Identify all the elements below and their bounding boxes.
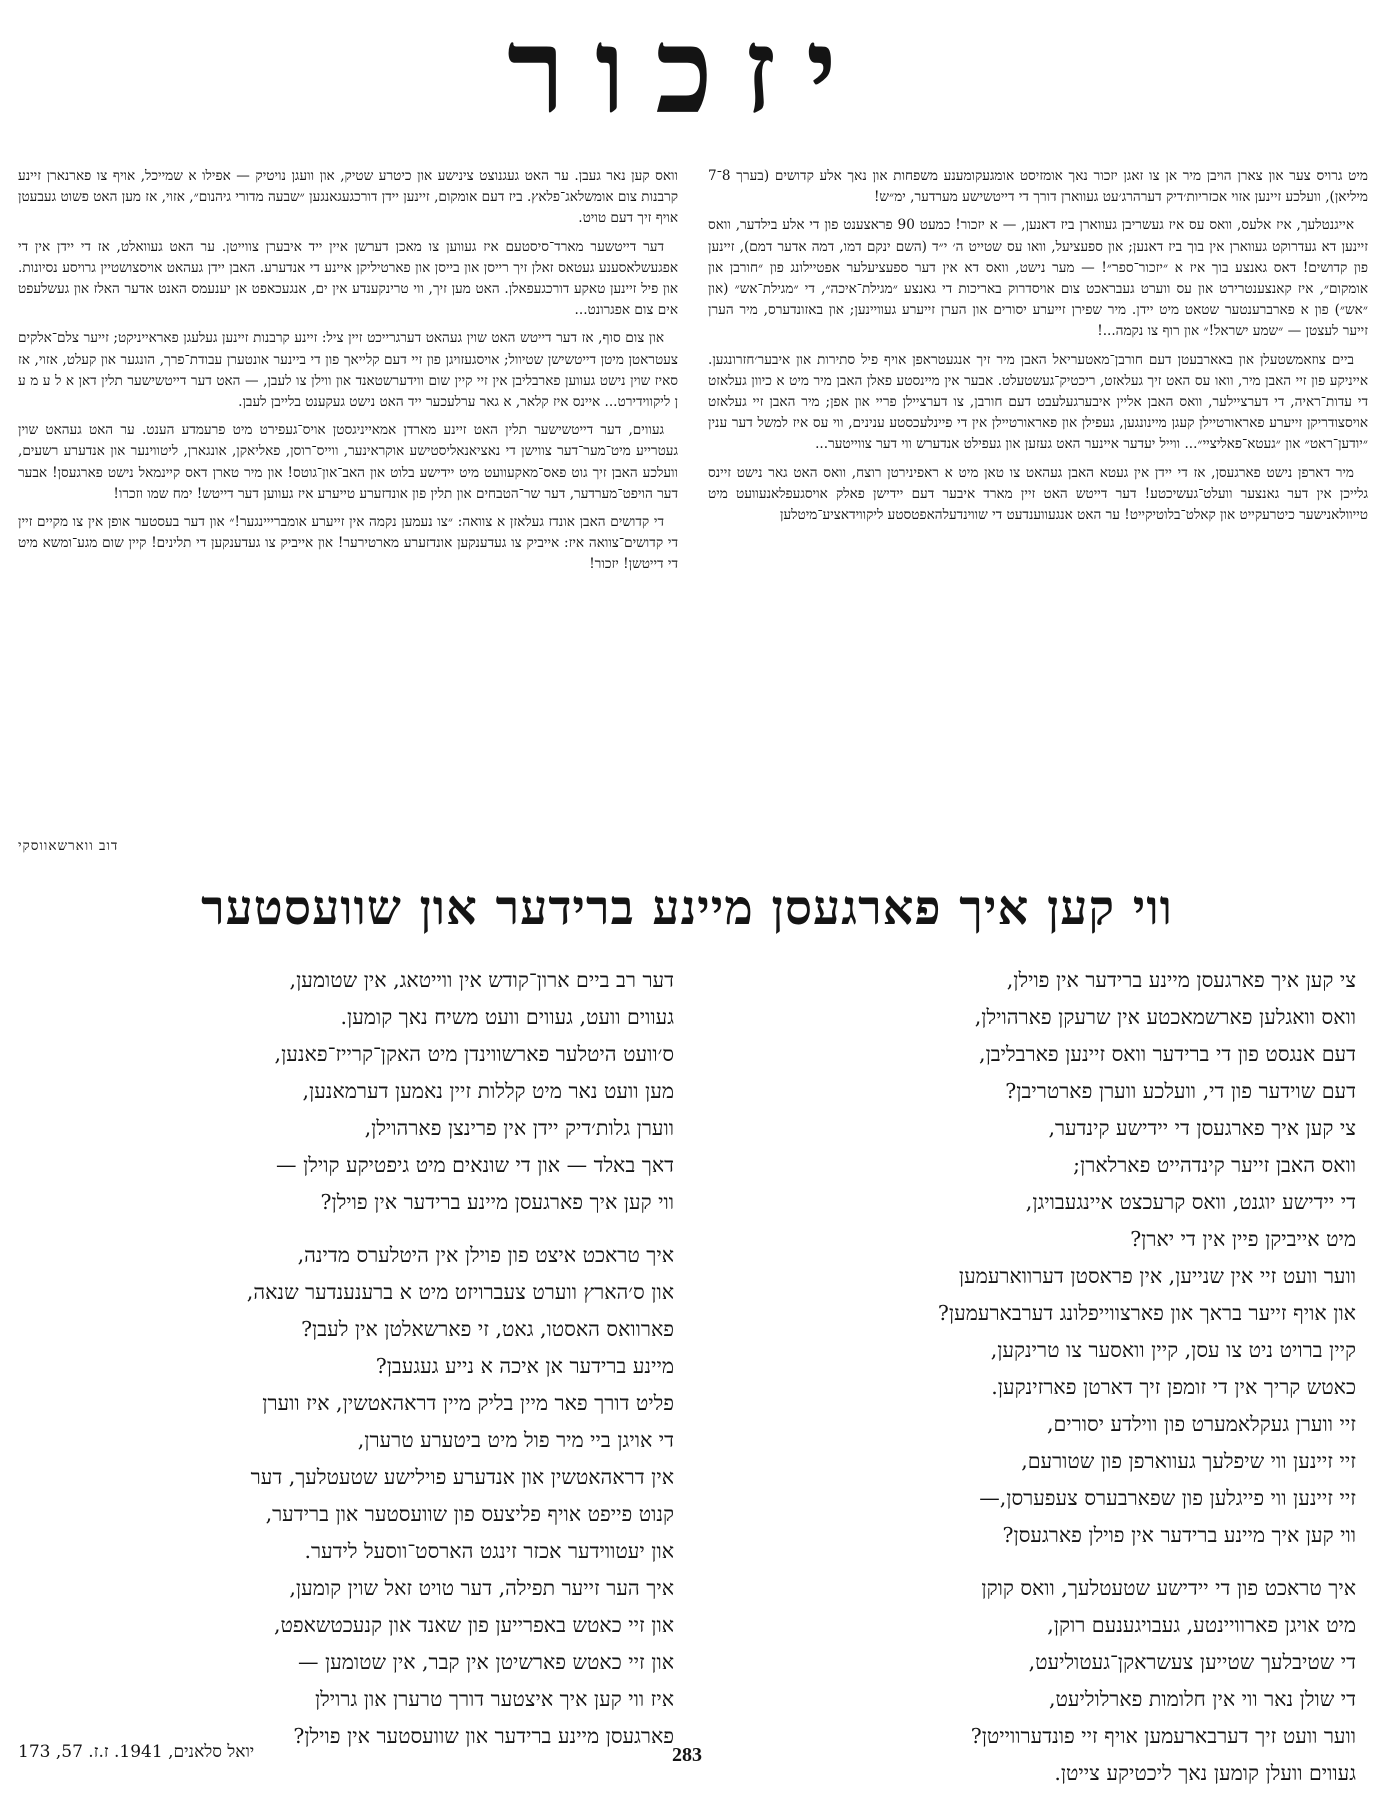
poem-line: איך טראכט פון די יידישע שטעטלעך, וואס קוקן (981, 1576, 1356, 1600)
poem-line: צי קען איך פארגעסן די יידישע קינדער, (1048, 1116, 1356, 1140)
poem-line: די יידישע יוגנט, וואס קרעכצט איינגעבויגן, (1025, 1190, 1356, 1214)
poem-line: ווי קען איך מיינע ברידער אין פוילן פארגעסן? (1002, 1523, 1356, 1547)
poem-line: פארגעסן מיינע ברידער און שוועסטער אין פוילן? (293, 1724, 674, 1748)
poem-line: איך טראכט איצט פון פוילן אין היטלערס מדינה, (297, 1243, 674, 1267)
poem-line: מיט אויגן פארוויינטע, געבויגענעם רוקן, (1047, 1613, 1356, 1637)
article-paragraph: געווים, דער דייטשישער תלין האט זיינע מארדן אמאייניגסטן אויס־געפירט מיט פרעמדע הענט. ער האט געהאט שוין געטרייע מיט־מער־דער צווישן די נאציאנאליסטישע אוקראינער, ווייס־רוסן, פאליאקן, אונגארן, ליטווינער און אנדערע רשעים, וועלכע האבן זיך גוט פאס־מאקעוועט מיט יידישע בלוט און האב־און־גוטס! און מיר טארן דאס קיינמאל נישט פארגעסן! אבער דער הויפט־מערדער, דער שר־הטבחים און תלין פון אונדזערע טייערע איז געווען דער דייטש! ימח שמו וזכרו! (18, 422, 678, 502)
poem-right-column (716, 962, 1356, 1808)
poem-line: פליט דורך פאר מיין בליק מיין דראהאטשין, איז ווערן (262, 1391, 674, 1415)
poem-line: און ס׳הארץ ווערט צעברויזט מיט א ברענענדער שנאה, (246, 1280, 674, 1304)
poem-line: אין דראהאטשין און אנדערע פוילישע שטעטלעך, דער (250, 1465, 674, 1489)
article-right-column (708, 166, 1368, 526)
poem-line: איך הער זייער תפילה, דער טויט זאל שוין קומען, (289, 1576, 674, 1600)
poem-line: ווערן גלות׳דיק יידן אין פרינצן פארהוילן, (364, 1116, 674, 1140)
poem-line: דער רב ביים ארון־קודש אין ווייטאג, אין שטומען, (289, 968, 674, 992)
poem-line: דעם אנגסט פון די ברידער וואס זיינען פארבליבן, (979, 1042, 1356, 1066)
poem-line: פארוואס האסטו, גאט, זי פארשאלטן אין לעבן? (301, 1317, 674, 1341)
poem-stanza (12, 1237, 674, 1755)
poem-line: די אויגן ביי מיר פול מיט ביטערע טרערן, (357, 1428, 674, 1452)
poem-line: געווים וועט, געווים וועט משיח נאך קומען. (340, 1005, 674, 1029)
poem-stanza (716, 962, 1356, 1554)
poem-line: דאך באלד — און די שונאים מיט גיפטיקע קוילן — (276, 1153, 674, 1177)
article-left-column (18, 166, 678, 576)
poem-credit: יואל סלאנים, 1941. ז.ז. 57, 173 (18, 1742, 255, 1762)
poem-line: מיינע ברידער אן איכה א נייע געגעבן? (375, 1354, 674, 1378)
article-paragraph: אייגנטלעך, איז אלעס, וואס עס איז געשריבן געווארן ביז דאנען, — א יזכור! כמעט 90 פראצענט פון די אלע בילדער, וואס זיינען דא געדרוקט געווארן אין בוך ביז דאנען; און ספעציעל, וואו עס שטייט ה׳ י״ד (השם ינקם דמו, דמה אדער דמם), זיינען פון קדושים! דאס גאנצע בוך איז א ״יזכור־ספר״! — מער נישט, וואס דא אין דער ספעציעלער אפטיילונג פון ״חורבן און אומקום״, איז קאנצענטרירט און עס ווערט געבראכט צום אויסדרוק באריכות די גאנצע ״מגילת־איכה״, די ״מגילת־אש״ (און ״אש״) פון א פארברענטער שטאט מיט יידן. מיר שפירן זייערע יסורים און הערן זייערע געוויינען; און באזונדערס, מיר הערן זייער לעצטן — ״שמע ישראל!״ און רוף צו נקמה...! (708, 217, 1369, 340)
poem-line: זיי זיינען ווי פייגלען פון שפארבערס צעפערסן,— (979, 1486, 1356, 1510)
poem-line: צי קען איך פארגעסן מיינע ברידער אין פוילן, (1006, 968, 1356, 992)
article-paragraph: וואס קען נאר געבן. ער האט געגנוצט צינישע און כיטרע שטיק, און וועגן נויטיק — אפילו א שמייכל, אויף צו פארנארן זיינע קרבנות צום אומשלאג־פלאץ. ביז דעם אומקום, זיינען יידן דורכגעגאנגען ״שבעה מדורי גיהנום״, אזוי, אז מען האט פשוט געבעטן אויף זיך דעם טויט. (18, 168, 678, 227)
article-paragraph: מיט גרויס צער און צארן הויבן מיר אן צו זאגן יזכור נאך אומזיסט אומגעקומענע משפחות און נאך אלע קדושים (בערך 8־7 מיליאן), וועלכע זיינען אזוי אכזריות׳דיק דערהרג׳עט געווארן דורך די דייטשישע מערדער, ימ״ש! (708, 168, 1368, 206)
poem-line: די שטיבלעך שטייען צעשראקן־געטוליעט, (1028, 1650, 1356, 1674)
poem-line: ווי קען איך פארגעסן מיינע ברידער אין פוילן? (320, 1190, 674, 1214)
poem-line: און זיי כאטש פארשיטן אין קבר, אין שטומען — (297, 1650, 674, 1674)
poem-line: מען וועט נאר מיט קללות זיין נאמען דערמאנען, (302, 1079, 674, 1103)
poem-title: ווי קען איך פארגעסן מיינע ברידער און שוועסטער (201, 880, 1173, 936)
poem-line: וואס האבן זייער קינדהייט פארלארן; (1073, 1153, 1356, 1177)
poem-line: און אויף זייער בראך און פארצווייפלונג דערבארעמען? (937, 1301, 1356, 1325)
page-title: יזכור (507, 1, 867, 140)
poem-line: דעם שוידער פון די, וועלכע ווערן פארטריבן? (1005, 1079, 1356, 1103)
poem-line: קיין ברויט ניט צו עסן, קיין וואסער צו טרינקען, (990, 1338, 1356, 1362)
article-paragraph: דער דייטשער מארד־סיסטעם איז געווען צו מאכן דערשן איין ייד איבערן צווייטן. ער האט געוואלט, אז די יידן אין די אפגעשלאסענע געטאס זאלן זיך רייסן און בייסן און פארטיליקן איינע די אנדערע. האבן יידן געהאט אויסצושטיין גרויסע נסיונות. און פיל זיינען טאקע דורכגעפאלן. האט מען זיך, ווי טרינקענדע אין ים, אנגעכאפט אן יענעמס האנט אדער האלז און געשלעפט אים צום אפגרונט... (18, 238, 678, 319)
poem-line: כאטש קריך אין די זומפן זיך דארטן פארזינקען. (991, 1375, 1356, 1399)
poem-line: ווער וועט זיי אין שנייען, אין פראסטן דערווארעמען (958, 1264, 1356, 1288)
article-paragraph: און צום סוף, אז דער דייטש האט שוין געהאט דערגרייכט זיין ציל: זיינע קרבנות זיינען געלעגן פאראייניקט; זייער צלם־אלקים צעטראטן מיטן דייטשישן שטיוול; אויסגעזויגן פון זיי דעם קלייאך פון די ביינער אונטערן עבודת־פרך, הונגער און קעלט, אזוי, אז סאיז שוין נישט געווען פארבליבן אין זיי קיין שום ווידערשטאנד און ווילן צו לעבן, — האט דער דייטשישער תלין דאן א ל ע מ ע ן ליקווידירט... איינס איז קלאר, א גאר ערלעכער ייד האט נישט געקענט בלייבן לעבן. (18, 330, 678, 411)
article-paragraph: מיר דארפן נישט פארגעסן, אז די יידן אין געטא האבן געהאט צו טאן מיט א ראפינירטן רוצח, וואס האט גאר נישט זיינס גלייכן אין דער גאנצער וועלט־געשיכטע! דער דייטש האט זיין מארד איבער דעם יידישן פאלק אויסגעפלאנעוועט מיט טייוולאנישער כיטרעקייט און קאלט־בלוטיקייט! ער האט אנגעווענדעט די שווינדעלהאפטסטע ליקווידאציע־מיטלען (708, 464, 1368, 524)
poem-stanza (12, 962, 674, 1221)
poem-line: געווים וועלן קומען נאך ליכטיקע צייטן. (1054, 1761, 1356, 1785)
poem-line: וואס וואגלען פארשמאכטע אין שרעקן פארהוילן, (974, 1005, 1356, 1029)
poem-line: ווער וועט זיך דערבארעמען אויף זיי פונדערווייטן? (970, 1724, 1356, 1748)
article-signature: דוב ווארשאווסקי (18, 838, 119, 854)
article-paragraph: ביים צוזאמשטעלן און באארבעטן דעם חורבן־מאטעריאל האבן מיר זיך אנגעטראפן אויף פיל סתירות און איבער׳חזרונגען. אייניקע פון זיי האבן מיר, וואו עס האט זיך געלאזט, ריכטיק־געשטעלט. אבער אין מיינסטע פאלן האבן מיר מיט א כיוון געלאזט די עדות־ראיה, די דערציילער, וואס האבן אליין איבערגעלעבט דעם חורבן, צו דערציילן פריי און אפן; מיר האבן זיי געלאזט אויסצודריקן זייערע פאראורטיילן קעגן מיינונגען, געפילן און פאראורטיילן אין די פיינלעכסטע ענינים, ווי עס איז למשל דער ענין ״יודען־ראט״ און ״געטא־פאליציי״... ווייל יעדער איינער האט געזען און געפילט אנדערש ווי דער צווייטער... (708, 351, 1368, 453)
poem-left-column (12, 962, 674, 1771)
poem-line: און יעטווידער אכזר זינגט הארסט־ווסעל לידער. (304, 1539, 674, 1563)
poem-line: קנוט פייפט אויף פליצעס פון שוועסטער און ברידער, (265, 1502, 674, 1526)
poem-line: איז ווי קען איך איצטער דורך טרערן און גרוילן (314, 1687, 674, 1711)
page-number: 283 (672, 1744, 702, 1766)
article-paragraph: די קדושים האבן אונדז געלאזן א צוואה: ״צו נעמען נקמה אין זייערע אומברייינגער!״ און דער בעסטער אופן אין צו מקיים זיין די קדושים־צוואה איז: אייביק צו געדענקען אונדזערע מארטירער! און אייביק צו געדענקען די תלינים! קיין שום מגע־ומשא מיט די דייטשן! יזכור! (18, 514, 678, 573)
poem-line: און זיי כאטש באפרייען פון שאנד און קנעכטשאפט, (273, 1613, 674, 1637)
poem-line: די שולן נאר ווי אין חלומות פארלוליעט, (1049, 1687, 1356, 1711)
poem-line: ס׳וועט היטלער פארשווינדן מיט האקן־קרייז־פאנען, (274, 1042, 674, 1066)
poem-line: זיי ווערן געקלאמערט פון ווילדע יסורים, (1046, 1412, 1356, 1436)
poem-line: זיי זיינען ווי שיפלעך געווארפן פון שטורעם, (1021, 1449, 1356, 1473)
poem-line: מיט אייביקן פיין אין די יארן? (1130, 1227, 1356, 1251)
